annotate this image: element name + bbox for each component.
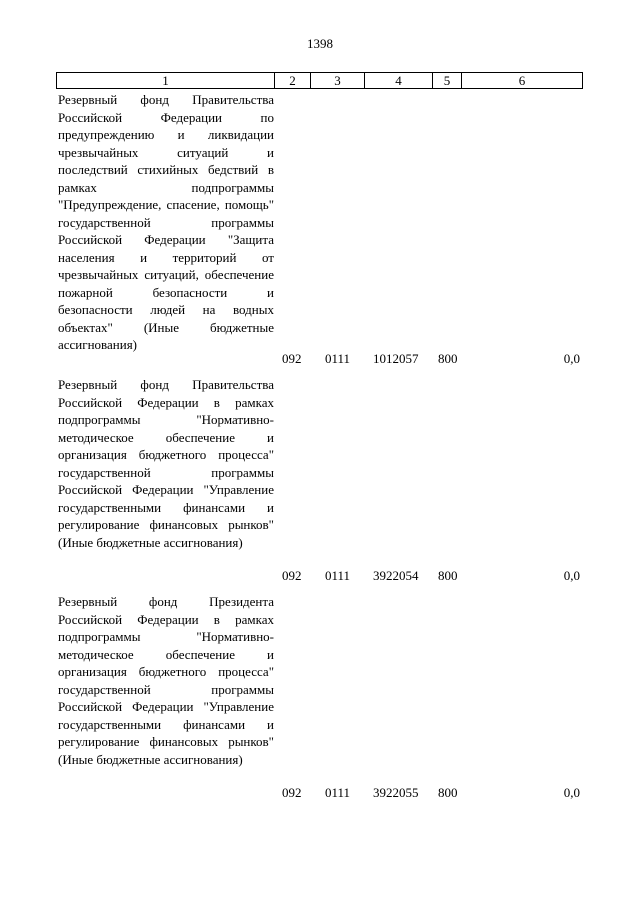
column-header-6: 6 [462, 73, 583, 89]
column-header-4: 4 [365, 73, 433, 89]
column-header-3: 3 [311, 73, 365, 89]
column-header-1: 1 [57, 73, 275, 89]
column-header-table [56, 72, 583, 89]
row-description: Резервный фонд Правительства Российской Федерации в рамках подпрограммы "Нормативно-методическое обеспечение и организация бюджетного процесса" государственной программы Российской Федерации "Управление государственными финансами и регулирование финансовых рынков" (Иные бюджетные ассигнования) [58, 377, 274, 550]
row-target-code: 1012057 [373, 351, 419, 366]
row-expense-type: 800 [438, 785, 458, 800]
row-section-code: 0111 [325, 568, 351, 583]
row-expense-type: 800 [438, 351, 458, 366]
column-header-2: 2 [275, 73, 311, 89]
row-amount: 0,0 [563, 785, 580, 800]
page-number: 1398 [307, 36, 333, 51]
row-target-code: 3922055 [373, 785, 419, 800]
row-expense-type: 800 [438, 568, 458, 583]
row-ministry-code: 092 [282, 785, 302, 800]
row-amount: 0,0 [563, 568, 580, 583]
row-target-code: 3922054 [373, 568, 419, 583]
row-ministry-code: 092 [282, 568, 302, 583]
row-section-code: 0111 [325, 785, 351, 800]
row-amount: 0,0 [563, 351, 580, 366]
row-description: Резервный фонд Правительства Российской Федерации по предупреждению и ликвидации чрезвычайных ситуаций и последствий стихийных бедствий в рамках подпрограммы "Предупреждение, спасение, помощь" государственной программы Российской Федерации "Защита населения и территорий от чрезвычайных ситуаций, обеспечение пожарной безопасности и безопасности людей на водных объектах" (Иные бюджетные ассигнования) [58, 92, 274, 352]
row-section-code: 0111 [325, 351, 351, 366]
column-header-5: 5 [433, 73, 462, 89]
row-description: Резервный фонд Президента Российской Федерации в рамках подпрограммы "Нормативно-методическое обеспечение и организация бюджетного процесса" государственной программы Российской Федерации "Управление государственными финансами и регулирование финансовых рынков" (Иные бюджетные ассигнования) [58, 594, 274, 767]
row-ministry-code: 092 [282, 351, 302, 366]
column-header-row [57, 73, 583, 89]
